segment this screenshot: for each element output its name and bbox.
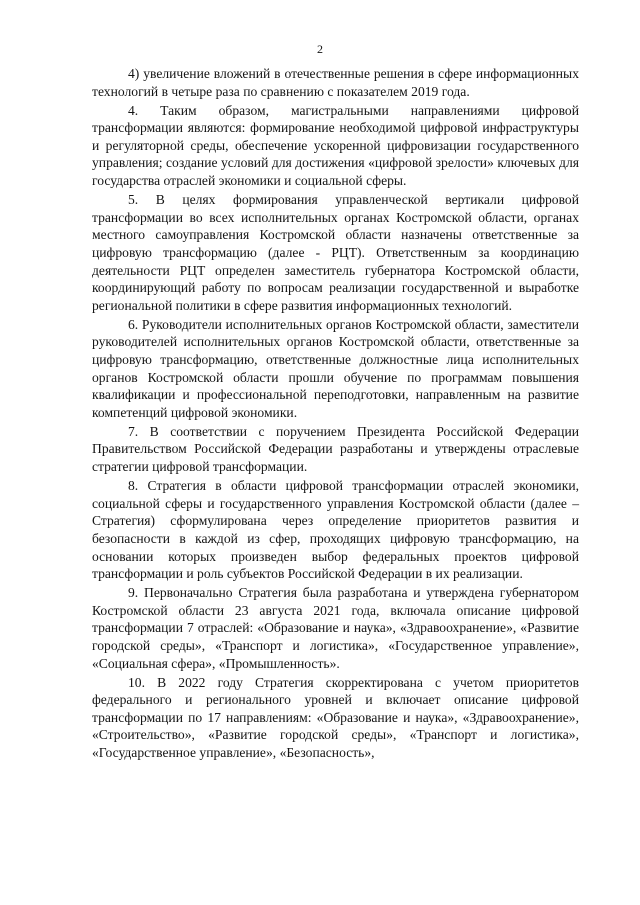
paragraph-item-5: 5. В целях формирования управленческой вертикали цифровой трансформации во всех исполнительных органах Костромской области, органах местного самоуправления Костромской области назначены ответственные за цифровую трансформацию (далее - РЦТ). Ответственным за координацию деятельности РЦТ определен заместитель губернатора Костромской области, координирующий работу по вопросам реализации государственной и выработке региональной политики в сфере развития информационных технологий. <box>92 192 579 313</box>
page-number: 2 <box>317 42 323 56</box>
paragraph-item-10: 10. В 2022 году Стратегия скорректирована с учетом приоритетов федерального и регионального уровней и включает описание цифровой трансформации по 17 направлениям: «Образование и наука», «Здравоохранение», «Строительство», «Развитие городской среды», «Транспорт и логистика», «Государственное управление», «Безопасность», <box>92 674 579 761</box>
paragraph-item-7: 7. В соответствии с поручением Президента Российской Федерации Правительством Российской Федерации разработаны и утверждены отраслевые стратегии цифровой трансформации. <box>92 423 579 475</box>
paragraph-item-8: 8. Стратегия в области цифровой трансформации отраслей экономики, социальной сферы и государственного управления Костромской области (далее – Стратегия) сформулирована через определение приоритетов развития и безопасности в каждой из сфер, проходящих цифровую трансформацию, на основании которых произведен выбор федеральных проектов цифровой трансформации и роль субъектов Российской Федерации в их реализации. <box>92 478 579 582</box>
paragraph-item-4: 4. Таким образом, магистральными направлениями цифровой трансформации являются: формирование необходимой цифровой инфраструктуры и регуляторной среды, обеспечение ускоренной цифровизации государственного управления; создание условий для достижения «цифровой зрелости» ключевых для государства отраслей экономики и социальной сферы. <box>92 102 579 189</box>
paragraph-item-6: 6. Руководители исполнительных органов Костромской области, заместители руководителей исполнительных органов Костромской области, ответственные за цифровую трансформацию, ответственные должностные лица исполнительных органов Костромской области прошли обучение по программам повышения квалификации и профессиональной переподготовки, направленным на развитие компетенций цифровой экономики. <box>92 316 579 420</box>
document-body <box>92 65 579 762</box>
paragraph-item-4-sub4: 4) увеличение вложений в отечественные решения в сфере информационных технологий в четыре раза по сравнению с показателем 2019 года. <box>92 66 579 99</box>
paragraph-item-9: 9. Первоначально Стратегия была разработана и утверждена губернатором Костромской области 23 августа 2021 года, включала описание цифровой трансформации 7 отраслей: «Образование и наука», «Здравоохранение», «Развитие городской среды», «Транспорт и логистика», «Государственное управление», «Социальная сфера», «Промышленность». <box>92 585 579 671</box>
